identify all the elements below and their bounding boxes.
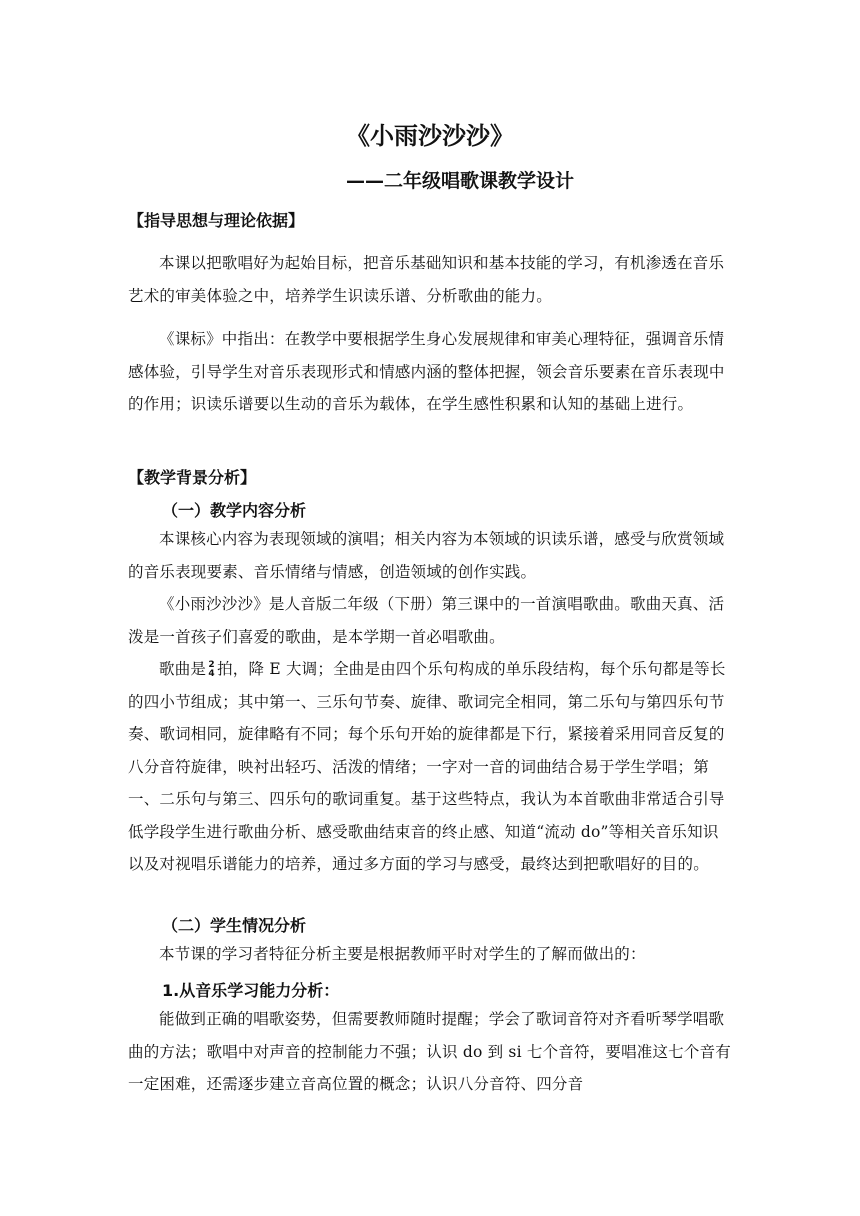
paragraph: 本课核心内容为表现领域的演唱；相关内容为本领域的识读乐谱，感受与欣赏领域的音乐表现要素、音乐情绪与情感，创造领域的创作实践。 [128,530,725,581]
paragraph [128,653,733,881]
paragraph: 本课以把歌唱好为起始目标，把音乐基础知识和基本技能的学习，有机渗透在音乐艺术的审美体验之中，培养学生识读乐谱、分析歌曲的能力。 [128,254,725,305]
time-signature-bottom: 4 [208,669,215,679]
paragraph-rest: 拍，降 E 大调；全曲是由四个乐句构成的单乐段结构，每个乐句都是等长的四小节组成；其中第一、三乐句节奏、旋律、歌词完全相同，第二乐句与第四乐句节奏、歌词相同，旋律略有不同；每个乐句开始的旋律都是下行，紧接着采用同音反复的八分音符旋律，映衬出轻巧、活泼的情绪；一字对一音的词曲结合易于学生学唱；第一、二乐句与第三、四乐句的歌词重复。基于这些特点，我认为本首歌曲非常适合引导低学段学生进行歌曲分析、感受歌曲结束音的终止感、知道“流动 do”等相关音乐知识以及对视唱乐谱能力的培养，通过多方面的学习与感受，最终达到把歌唱好的目的。 [128,660,726,873]
paragraph: 《小雨沙沙沙》是人音版二年级（下册）第三课中的一首演唱歌曲。歌曲天真、活泼是一首孩子们喜爱的歌曲，是本学期一首必唱歌曲。 [128,595,725,646]
document-subtitle: ——二年级唱歌课教学设计 [345,170,574,192]
subheading-student-analysis: （二）学生情况分析 [162,916,307,935]
paragraph-lead: 歌曲是 [159,660,207,678]
document-title: 《小雨沙沙沙》 [346,122,514,150]
time-signature-top: 2 [208,660,215,670]
subheading-content-analysis: （一）教学内容分析 [162,501,307,520]
section-heading-guiding-ideas: 【指导思想与理论依据】 [128,211,305,230]
paragraph: 本节课的学习者特征分析主要是根据教师平时对学生的了解而做出的： [159,945,646,963]
section-heading-teaching-background: 【教学背景分析】 [128,468,257,487]
paragraph: 《课标》中指出：在教学中要根据学生身心发展规律和审美心理特征，强调音乐情感体验，引导学生对音乐表现形式和情感内涵的整体把握，领会音乐要素在音乐表现中的作用；识读乐谱要以生动的音乐为载体，在学生感性积累和认知的基础上进行。 [128,330,725,413]
time-signature-icon [206,661,217,679]
subheading-ability-analysis: 1.从音乐学习能力分析： [162,981,340,1000]
paragraph: 能做到正确的唱歌姿势，但需要教师随时提醒；学会了歌词音符对齐看听琴学唱歌曲的方法；歌唱中对声音的控制能力不强；认识 do 到 si 七个音符，要唱准这七个音有一定困难，还需逐步建立音高位置的概念；认识八分音符、四分音 [128,1010,731,1093]
